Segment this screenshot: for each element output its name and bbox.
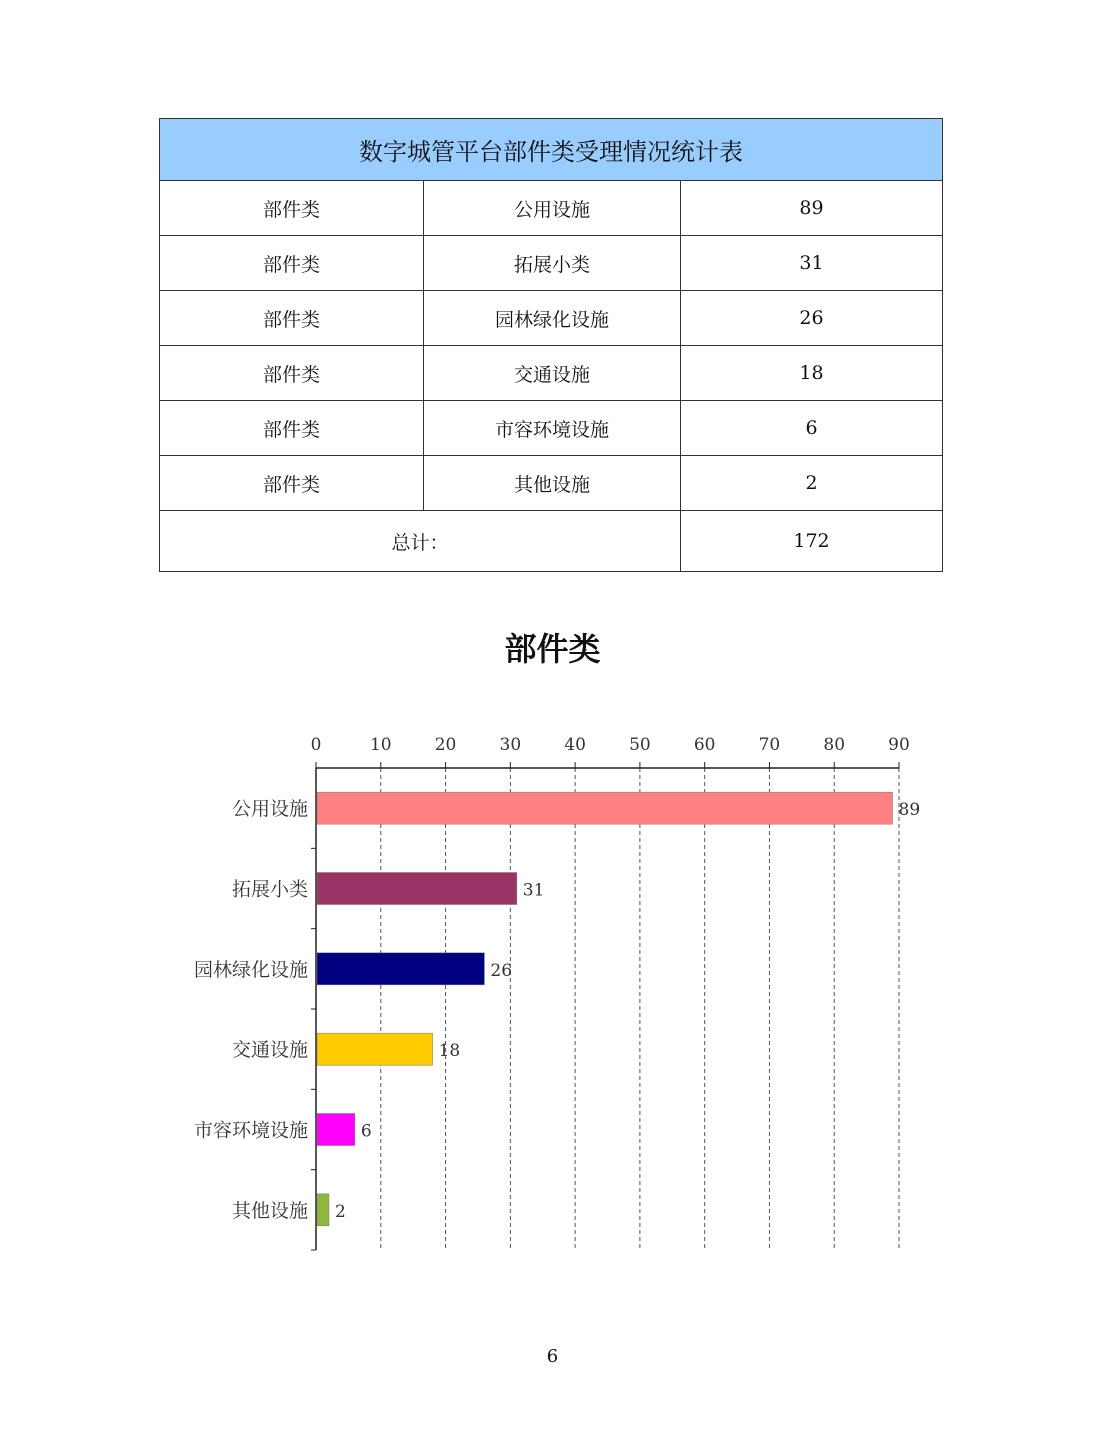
x-tick-label: 70 [758,735,781,755]
x-tick-label: 50 [629,735,651,755]
cell-count: 6 [681,401,943,456]
cell-count: 18 [681,346,943,401]
cell-type: 部件类 [160,236,424,291]
table-title: 数字城管平台部件类受理情况统计表 [160,119,943,181]
data-label: 89 [898,800,921,821]
data-label: 6 [360,1121,372,1142]
data-label: 2 [334,1201,346,1222]
x-tick-label: 80 [823,735,846,755]
total-value: 172 [681,511,943,572]
x-tick-label: 30 [499,735,522,755]
data-label: 18 [438,1041,461,1062]
page-number: 6 [546,1346,559,1367]
cell-type: 部件类 [160,456,424,511]
category-label: 市容环境设施 [193,1119,308,1142]
category-label: 其他设施 [231,1199,308,1222]
bar [317,1194,329,1226]
cell-name: 市容环境设施 [424,401,681,456]
cell-count: 2 [681,456,943,511]
bar [317,792,893,824]
bar [317,1033,433,1065]
x-tick-label: 60 [693,735,716,755]
cell-count: 31 [681,236,943,291]
cell-name: 园林绿化设施 [424,291,681,346]
data-label: 26 [490,960,513,981]
x-tick-label: 0 [310,735,322,755]
x-tick-label: 90 [888,735,910,755]
x-tick-label: 40 [564,735,586,755]
cell-name: 拓展小类 [424,236,681,291]
category-label: 园林绿化设施 [193,958,308,981]
bar [317,953,484,985]
cell-type: 部件类 [160,291,424,346]
total-label: 总计： [160,511,681,572]
cell-name: 公用设施 [424,181,681,236]
cell-count: 89 [681,181,943,236]
x-tick-label: 20 [434,735,457,755]
cell-type: 部件类 [160,346,424,401]
category-label: 公用设施 [231,798,308,821]
cell-name: 交通设施 [424,346,681,401]
data-label: 31 [522,880,545,901]
chart-title: 部件类 [504,630,601,668]
x-tick-label: 10 [369,735,392,755]
category-label: 交通设施 [231,1039,308,1062]
bar [317,1114,355,1146]
bar [317,873,517,905]
cell-count: 26 [681,291,943,346]
cell-type: 部件类 [160,181,424,236]
cell-type: 部件类 [160,401,424,456]
category-label: 拓展小类 [231,878,308,901]
cell-name: 其他设施 [424,456,681,511]
